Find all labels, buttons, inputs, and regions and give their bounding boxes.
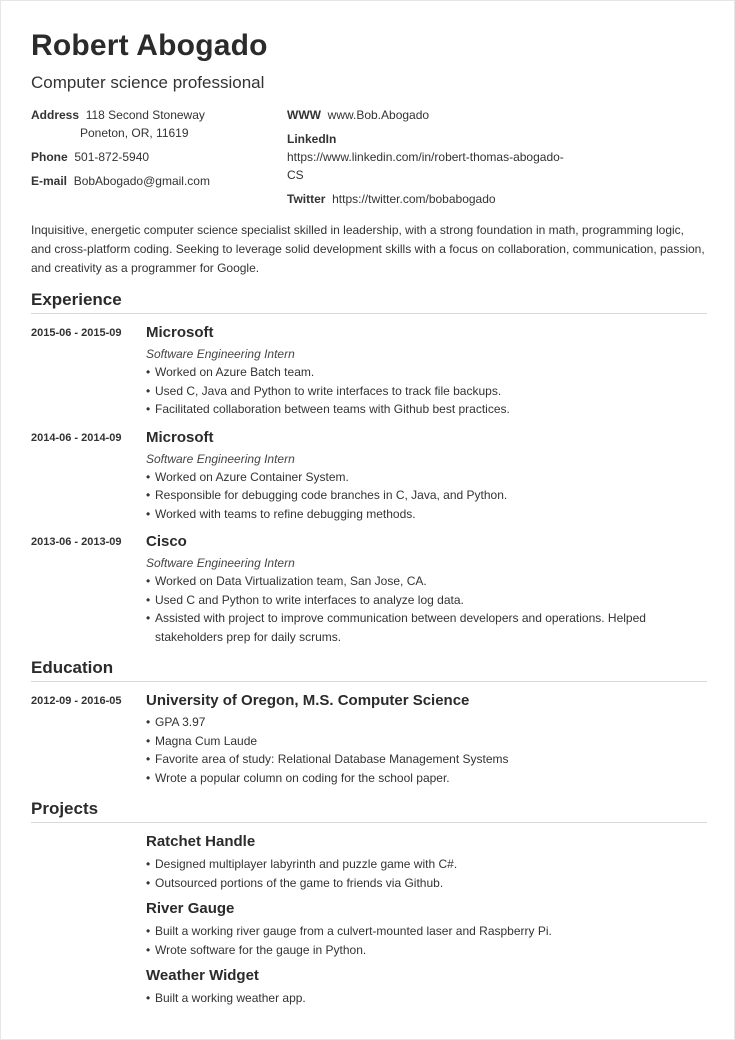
bullet-item: • Used C, Java and Python to write interfaces to track file backups. bbox=[146, 382, 707, 401]
address-line2: Poneton, OR, 11619 bbox=[80, 126, 189, 140]
linkedin-label: LinkedIn bbox=[287, 132, 337, 146]
entry-role: Software Engineering Intern bbox=[146, 556, 295, 570]
phone-row bbox=[31, 148, 271, 166]
bullet-item: • Favorite area of study: Relational Database Management Systems bbox=[146, 750, 707, 769]
linkedin-url-line1[interactable]: https://www.linkedin.com/in/robert-thomas-abogado- bbox=[287, 150, 564, 164]
project-name: River Gauge bbox=[146, 900, 235, 917]
bullet-item: • Magna Cum Laude bbox=[146, 732, 707, 751]
entry-organization: Cisco bbox=[146, 533, 187, 550]
bullet-item: • GPA 3.97 bbox=[146, 713, 707, 732]
bullet-item: • Facilitated collaboration between teams with Github best practices. bbox=[146, 400, 707, 419]
bullet-item: • Assisted with project to improve communication between developers and operations. Helped stakeholders prep for daily scrums. bbox=[146, 609, 707, 646]
email-value[interactable]: BobAbogado@gmail.com bbox=[73, 174, 210, 188]
bullet-item: • Wrote software for the gauge in Python. bbox=[146, 941, 707, 960]
entry-bullets bbox=[146, 363, 707, 419]
project-name: Weather Widget bbox=[146, 967, 259, 984]
bullet-item: • Worked on Azure Batch team. bbox=[146, 363, 707, 382]
entry-bullets bbox=[146, 572, 707, 646]
email-row bbox=[31, 172, 271, 190]
address-label: Address bbox=[31, 108, 80, 122]
experience-entry bbox=[31, 323, 707, 419]
linkedin-url-line2[interactable]: CS bbox=[287, 168, 304, 182]
entry-institution: University of Oregon, M.S. Computer Science bbox=[146, 692, 470, 709]
contact-right-column bbox=[287, 106, 567, 214]
twitter-row bbox=[287, 190, 567, 208]
summary-paragraph: Inquisitive, energetic computer science specialist skilled in leadership, with a strong foundation in math, programming logic, and cross-platform coding. Seeking to leverage solid development skills with a focus on collaboration, communication, passion, and creativity as a programmer for Google. bbox=[31, 223, 705, 275]
bullet-item: • Used C and Python to write interfaces to analyze log data. bbox=[146, 591, 707, 610]
www-row bbox=[287, 106, 567, 124]
phone-label: Phone bbox=[31, 150, 68, 164]
entry-bullets bbox=[146, 468, 707, 524]
candidate-name: Robert Abogado bbox=[31, 29, 268, 62]
projects-heading: Projects bbox=[31, 799, 707, 823]
education-entry bbox=[31, 691, 707, 787]
entry-bullets bbox=[146, 855, 707, 892]
bullet-item: • Responsible for debugging code branches in C, Java, and Python. bbox=[146, 486, 707, 505]
twitter-label: Twitter bbox=[287, 192, 326, 206]
experience-heading: Experience bbox=[31, 290, 707, 314]
bullet-item: • Worked on Data Virtualization team, San Jose, CA. bbox=[146, 572, 707, 591]
bullet-item: • Worked on Azure Container System. bbox=[146, 468, 707, 487]
contact-left-column bbox=[31, 106, 271, 196]
project-entry bbox=[31, 899, 707, 959]
candidate-title: Computer science professional bbox=[31, 73, 265, 92]
bullet-item: • Wrote a popular column on coding for the school paper. bbox=[146, 769, 707, 788]
bullet-item: • Built a working river gauge from a culvert-mounted laser and Raspberry Pi. bbox=[146, 922, 707, 941]
education-heading: Education bbox=[31, 658, 707, 682]
email-label: E-mail bbox=[31, 174, 68, 188]
entry-date: 2014-06 - 2014-09 bbox=[31, 431, 122, 444]
entry-organization: Microsoft bbox=[146, 428, 214, 446]
experience-entry bbox=[31, 428, 707, 524]
www-value[interactable]: www.Bob.Abogado bbox=[327, 108, 430, 122]
entry-bullets bbox=[146, 989, 707, 1008]
contact-block bbox=[31, 106, 707, 216]
www-label: WWW bbox=[287, 108, 321, 122]
experience-entry bbox=[31, 532, 707, 646]
bullet-item: • Outsourced portions of the game to friends via Github. bbox=[146, 874, 707, 893]
project-name: Ratchet Handle bbox=[146, 833, 256, 850]
entry-role: Software Engineering Intern bbox=[146, 451, 295, 466]
twitter-value[interactable]: https://twitter.com/bobabogado bbox=[332, 192, 496, 206]
entry-date: 2013-06 - 2013-09 bbox=[31, 536, 122, 548]
entry-date: 2015-06 - 2015-09 bbox=[31, 327, 122, 339]
entry-role: Software Engineering Intern bbox=[146, 347, 295, 361]
address-row bbox=[31, 106, 271, 142]
bullet-item: • Built a working weather app. bbox=[146, 989, 707, 1008]
project-entry bbox=[31, 832, 707, 892]
entry-date: 2012-09 - 2016-05 bbox=[31, 695, 122, 707]
bullet-item: • Worked with teams to refine debugging methods. bbox=[146, 505, 707, 524]
entry-bullets bbox=[146, 922, 707, 959]
resume-content bbox=[31, 29, 707, 1008]
bullet-item: • Designed multiplayer labyrinth and puzzle game with C#. bbox=[146, 855, 707, 874]
address-line1: 118 Second Stoneway bbox=[85, 108, 205, 122]
linkedin-row bbox=[287, 130, 567, 184]
entry-bullets bbox=[146, 713, 707, 787]
entry-organization: Microsoft bbox=[146, 324, 214, 341]
project-entry bbox=[31, 966, 707, 1008]
phone-value: 501-872-5940 bbox=[74, 150, 150, 164]
